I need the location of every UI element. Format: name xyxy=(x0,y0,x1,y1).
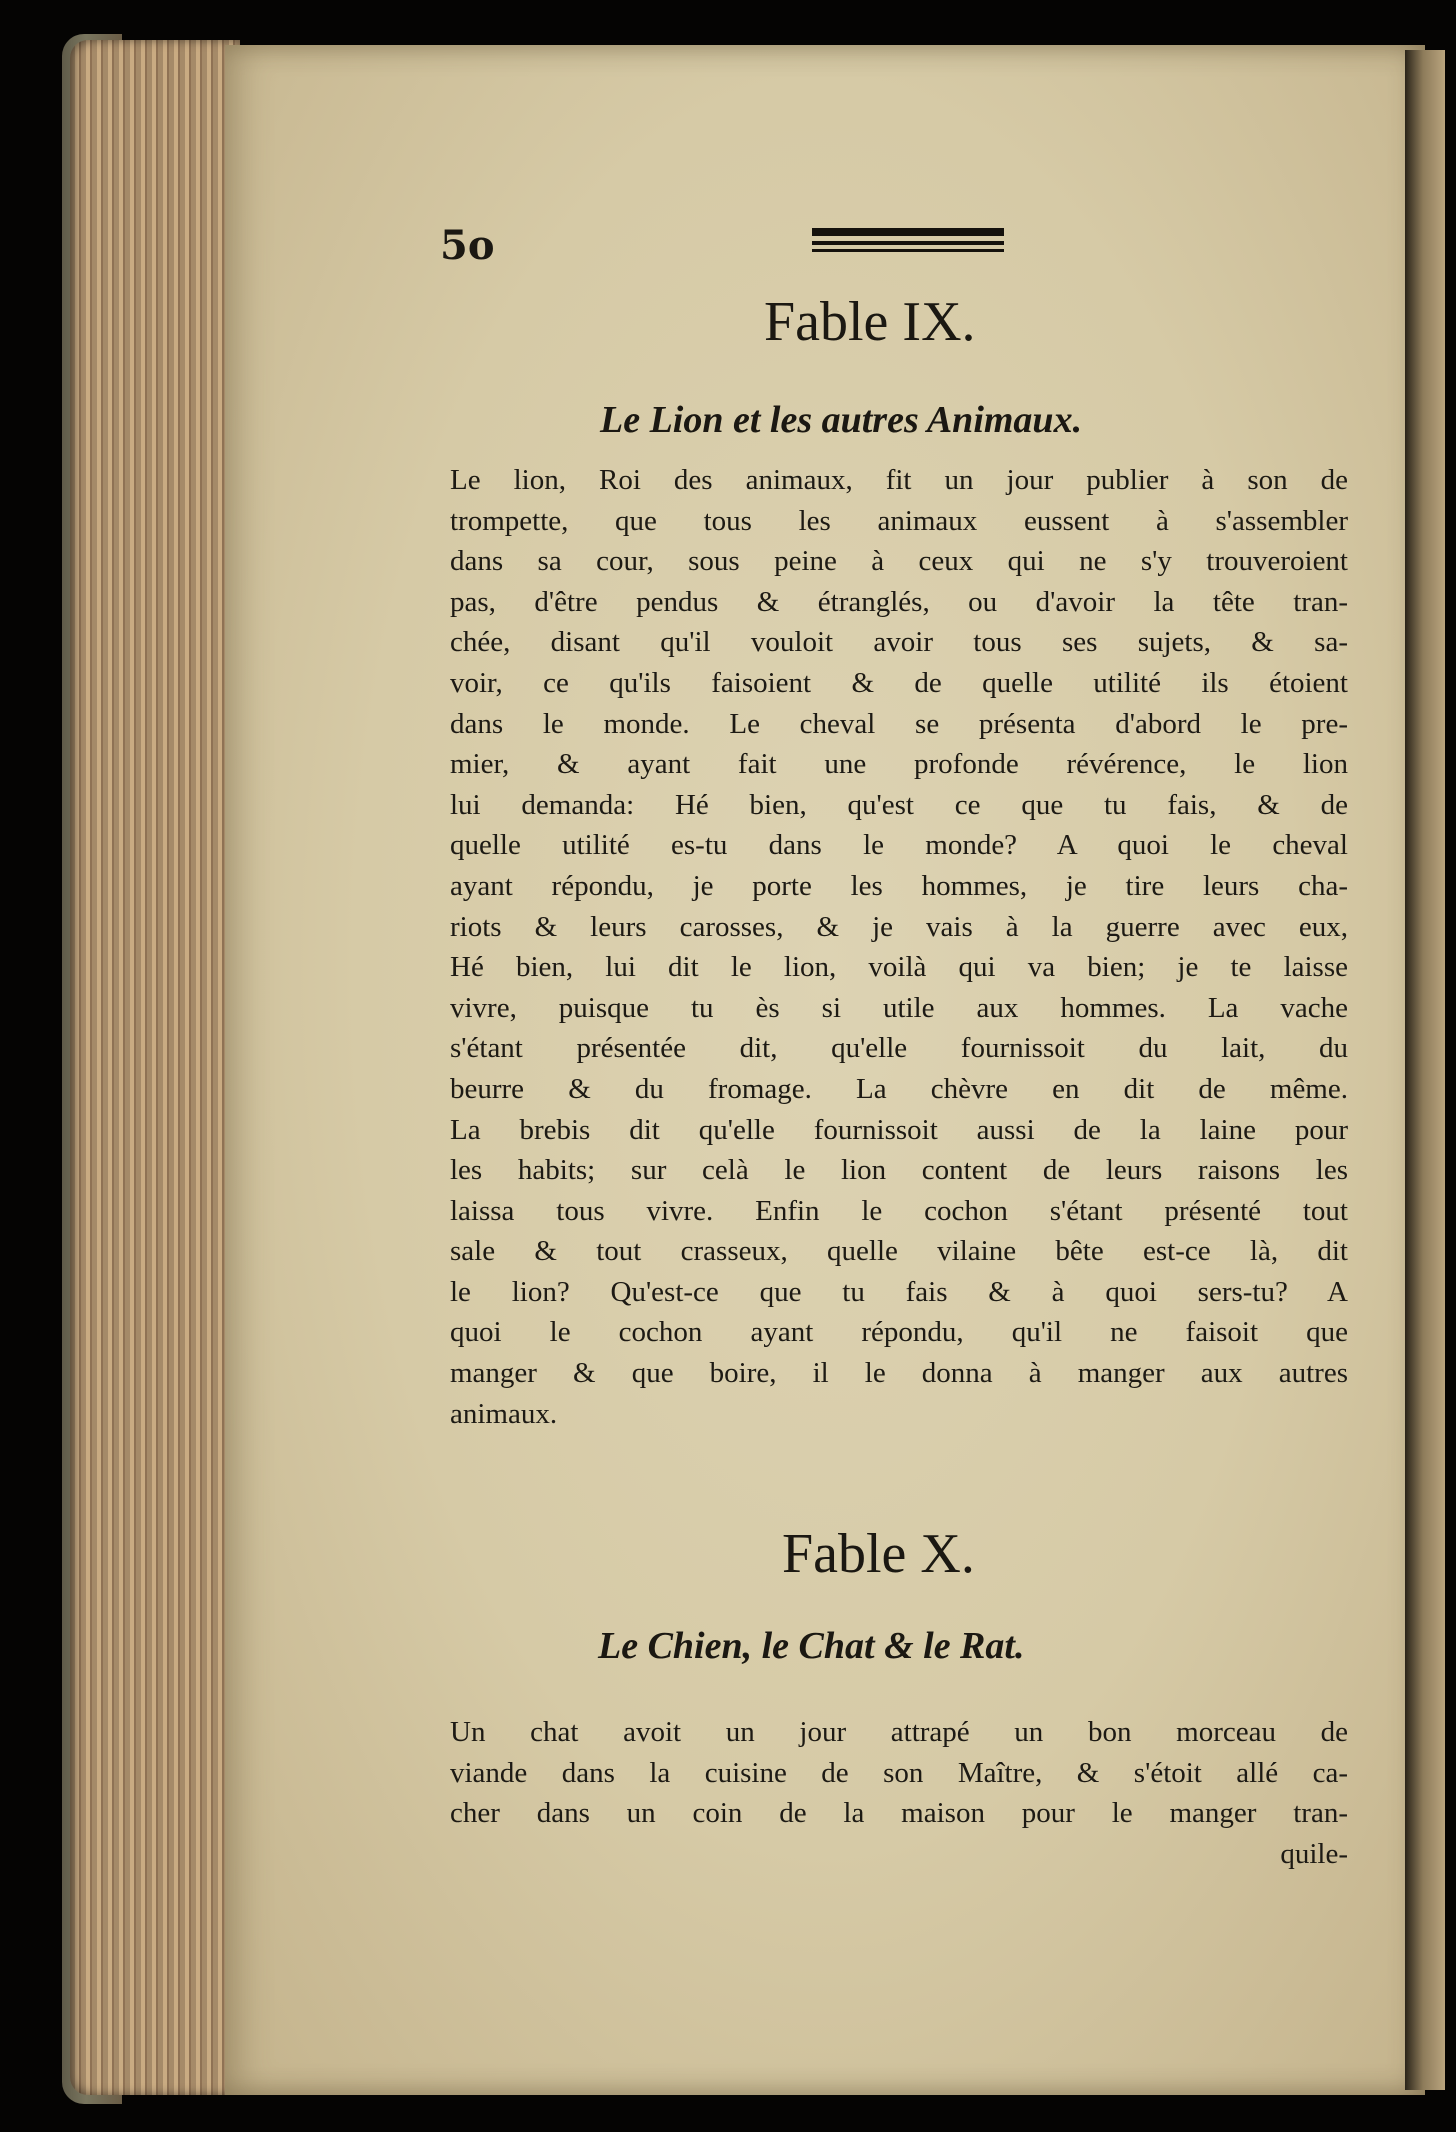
fable-ix-body xyxy=(450,460,1348,1434)
fable-x-text-line: Un chat avoit un jour attrapé un bon morceau de xyxy=(450,1716,1348,1748)
fable-ix-text-line: mier, & ayant fait une profonde révérence, le lion xyxy=(450,748,1348,781)
fable-ix-title: Fable IX. xyxy=(764,291,976,353)
fable-x-text-line: cher dans un coin de la maison pour le manger tran- xyxy=(450,1797,1348,1830)
fable-ix-text-line: quelle utilité es-tu dans le monde? A quoi le cheval xyxy=(450,829,1348,862)
ornamental-rule-thin xyxy=(812,249,1004,252)
fable-ix-text-line: pas, d'être pendus & étranglés, ou d'avoir la tête tran- xyxy=(450,585,1348,618)
page-edges-stack xyxy=(70,40,240,2095)
fable-ix-text-line: animaux. xyxy=(450,1397,558,1430)
ornamental-rule-thick xyxy=(812,228,1004,236)
fable-ix-text-line: lui demanda: Hé bien, qu'est ce que tu fais, & de xyxy=(450,788,1348,821)
fable-ix-text-line: riots & leurs carosses, & je vais à la guerre avec eux, xyxy=(450,910,1348,943)
fable-ix-subtitle: Le Lion et les autres Animaux. xyxy=(600,399,1083,441)
fable-x-text-line: viande dans la cuisine de son Maître, & s'étoit allé ca- xyxy=(450,1756,1348,1789)
fable-ix-text-line: voir, ce qu'ils faisoient & de quelle utilité ils étoient xyxy=(450,666,1348,699)
fable-ix-text-line: ayant répondu, je porte les hommes, je tire leurs cha- xyxy=(450,869,1348,902)
page-number: 5o xyxy=(440,222,495,269)
book-gutter xyxy=(1405,50,1445,2090)
fable-ix-text-line: Hé bien, lui dit le lion, voilà qui va bien; je te laisse xyxy=(450,951,1348,984)
fable-ix-text-line: chée, disant qu'il vouloit avoir tous ses sujets, & sa- xyxy=(450,626,1348,659)
fable-ix-text-line: La brebis dit qu'elle fournissoit aussi de la laine pour xyxy=(450,1113,1348,1146)
fable-ix-text-line: le lion? Qu'est-ce que tu fais & à quoi sers-tu? A xyxy=(450,1275,1348,1308)
fable-ix-text-line: les habits; sur celà le lion content de leurs raisons les xyxy=(450,1154,1348,1187)
fable-ix-text-line: Le lion, Roi des animaux, fit un jour publier à son de xyxy=(450,464,1348,496)
fable-ix-text-line: beurre & du fromage. La chèvre en dit de même. xyxy=(450,1072,1348,1105)
ornamental-rule-mid xyxy=(812,241,1004,245)
fable-ix-text-line: sale & tout crasseux, quelle vilaine bête est-ce là, dit xyxy=(450,1235,1348,1268)
fable-x-title: Fable X. xyxy=(782,1523,975,1585)
fable-ix-text-line: s'étant présentée dit, qu'elle fournissoit du lait, du xyxy=(450,1032,1348,1065)
catchword: quile- xyxy=(1280,1837,1348,1870)
fable-x-body xyxy=(450,1712,1348,1874)
fable-ix-text-line: vivre, puisque tu ès si utile aux hommes. La vache xyxy=(450,991,1348,1024)
fable-ix-text-line: dans le monde. Le cheval se présenta d'abord le pre- xyxy=(450,707,1348,740)
fable-ix-text-line: trompette, que tous les animaux eussent à s'assembler xyxy=(450,504,1348,537)
fable-ix-text-line: dans sa cour, sous peine à ceux qui ne s'y trouveroient xyxy=(450,545,1348,578)
fable-ix-text-line: manger & que boire, il le donna à manger aux autres xyxy=(450,1357,1348,1390)
fable-ix-text-line: laissa tous vivre. Enfin le cochon s'étant présenté tout xyxy=(450,1194,1348,1227)
fable-ix-text-line: quoi le cochon ayant répondu, qu'il ne faisoit que xyxy=(450,1316,1348,1349)
fable-x-subtitle: Le Chien, le Chat & le Rat. xyxy=(598,1625,1025,1667)
